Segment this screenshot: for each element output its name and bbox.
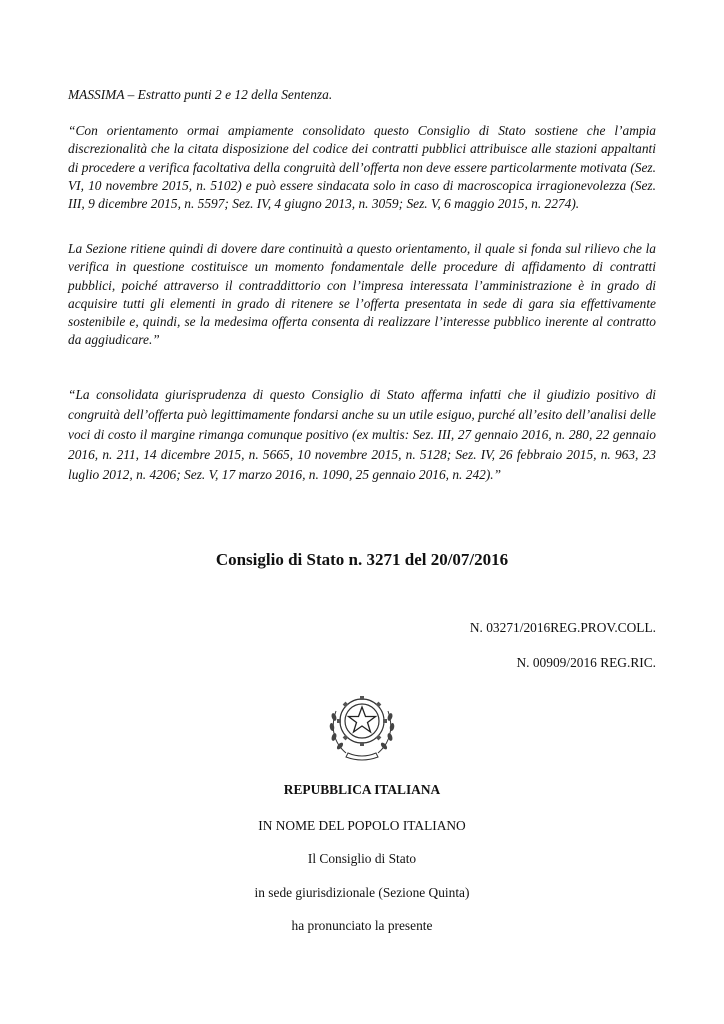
quote-paragraph-1: “Con orientamento ormai ampiamente consolidato questo Consiglio di Stato sostiene che l’ampia discrezionalità che la citata disposizione del codice dei contratti pubblici attribuisce alle stazioni appaltanti di procedere a verifica facoltativa della congruità dell’offerta non deve essere particolarmente motivata (Sez. VI, 10 novembre 2015, n. 5102) e può essere sindacata solo in caso di macroscopica irragionevolezza (Sez. III, 9 dicembre 2015, n. 5597; Sez. IV, 4 giugno 2013, n. 3059; Sez. V, 6 maggio 2015, n. 2274). [68,123,656,212]
registry-number-coll: N. 03271/2016REG.PROV.COLL. [469,620,656,635]
sede-line: in sede giurisdizionale (Sezione Quinta) [254,885,470,900]
quote-paragraph-2: La Sezione ritiene quindi di dovere dare continuità a questo orientamento, il quale si fonda sul rilievo che la verifica in questione costituisce un momento fondamentale delle procedure di affidamento di contratti pubblici, poiché attraverso il contraddittorio con l’impresa interessata l’amministrazione è in grado di acquisire tutti gli elementi in grado di ritenere se l’offerta presentata in sede di gara sia effettivamente sostenibile e, quindi, se la medesima offerta consenta di realizzare l’interesse pubblico inerente al contratto da aggiudicare.” [68,241,656,348]
quote-paragraph-3: “La consolidata giurisprudenza di questo Consiglio di Stato afferma infatti che il giudizio positivo di congruità dell’offerta può legittimamente fondarsi anche su un utile esiguo, purché all’esito dell’analisi delle voci di costo il margine rimanga comunque positivo (ex multis: Sez. III, 27 gennaio 2016, n. 280, 22 gennaio 2016, n. 211, 14 dicembre 2015, n. 5665, 10 novembre 2015, n. 5128; Sez. IV, 26 febbraio 2015, n. 963, 23 luglio 2012, n. 4206; Sez. V, 17 marzo 2016, n. 1090, 25 gennaio 2016, n. 242).” [68,387,656,482]
repubblica-italiana-title: REPUBBLICA ITALIANA [283,782,441,797]
consiglio-line: Il Consiglio di Stato [307,851,417,866]
document-heading: Consiglio di Stato n. 3271 del 20/07/2016 [215,550,509,569]
pronunciato-line: ha pronunciato la presente [291,918,433,933]
registry-number-ric: N. 00909/2016 REG.RIC. [516,655,656,670]
popolo-line: IN NOME DEL POPOLO ITALIANO [258,818,466,833]
massima-caption: MASSIMA – Estratto punti 2 e 12 della Sentenza. [68,87,333,102]
italian-republic-emblem-icon [322,683,402,763]
